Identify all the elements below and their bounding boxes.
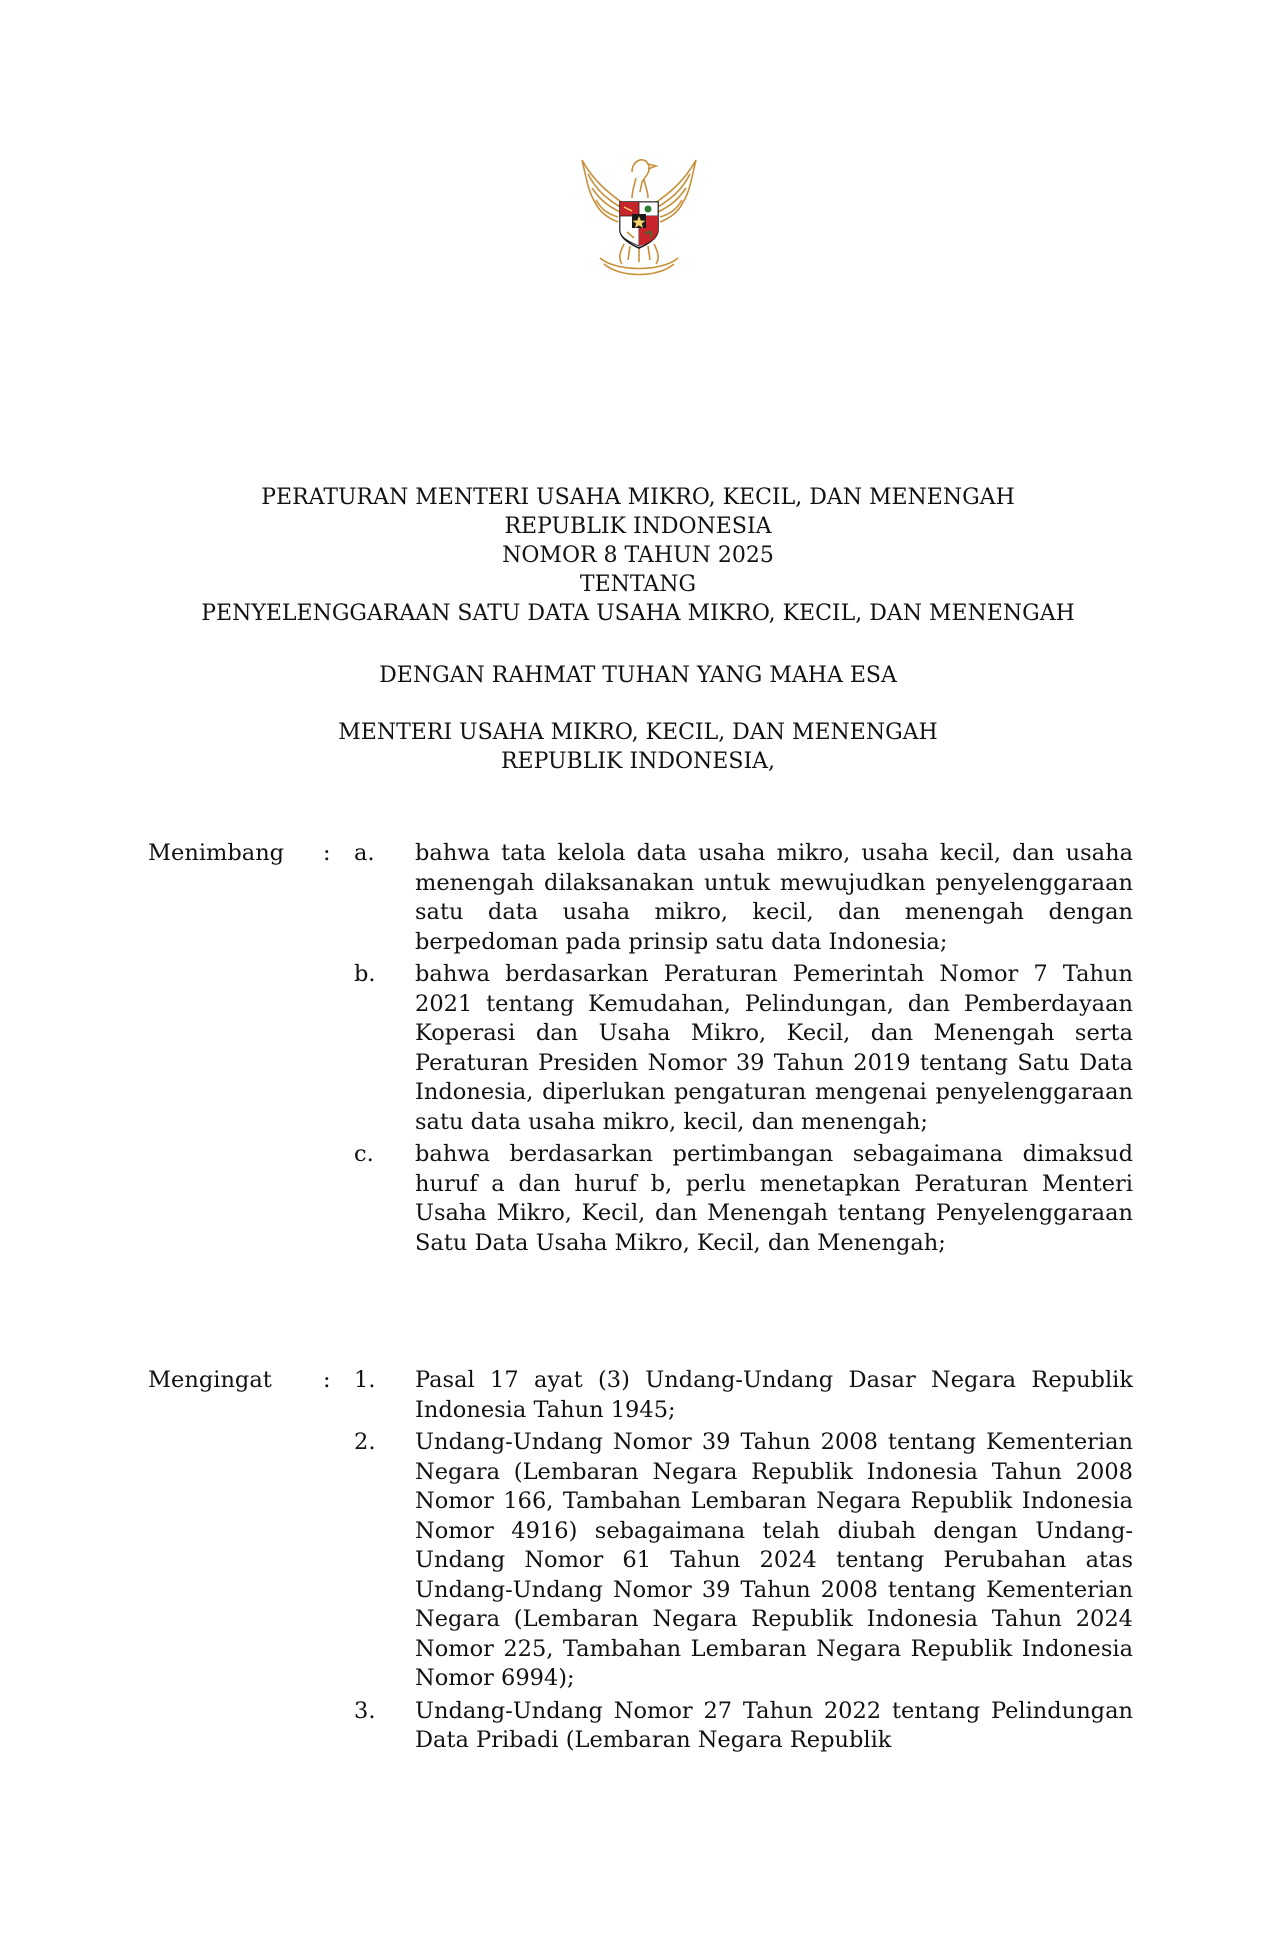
title-line-republic: REPUBLIK INDONESIA <box>504 514 772 539</box>
item-text: bahwa berdasarkan Peraturan Pemerintah Nomor 7 Tahun 2021 tentang Kemudahan, Pelindungan, dan Pemberdayaan Koperasi dan Usaha Mikro, Kecil, dan Menengah serta Peraturan Presiden Nomor 39 Tahun 2019 tentang Satu Data Indonesia, diperlukan pengaturan mengenai penyelenggaraan satu data usaha mikro, kecil, dan menengah; <box>415 961 1133 1135</box>
invocation-line <box>120 661 1156 690</box>
title-line-number: NOMOR 8 TAHUN 2025 <box>502 543 774 568</box>
list-item <box>148 960 1133 1137</box>
item-text: Undang-Undang Nomor 27 Tahun 2022 tentang Pelindungan Data Pribadi (Lembaran Negara Republik <box>415 1697 1133 1753</box>
item-marker: a. <box>354 840 375 866</box>
item-text: bahwa tata kelola data usaha mikro, usaha kecil, dan usaha menengah dilaksanakan untuk mewujudkan penyelenggaraan satu data usaha mikro, kecil, dan menengah dengan berpedoman pada prinsip satu data Indonesia; <box>415 840 1133 955</box>
item-text: Undang-Undang Nomor 39 Tahun 2008 tentang Kementerian Negara (Lembaran Negara Republik Indonesia Tahun 2008 Nomor 166, Tambahan Lembaran Negara Republik Indonesia Nomor 4916) sebagaimana telah diubah dengan Undang-Undang Nomor 61 Tahun 2024 tentang Perubahan atas Undang-Undang Nomor 39 Tahun 2008 tentang Kementerian Negara (Lembaran Negara Republik Indonesia Tahun 2024 Nomor 225, Tambahan Lembaran Negara Republik Indonesia Nomor 6994); <box>415 1429 1133 1691</box>
item-marker: b. <box>354 961 376 987</box>
section-mengingat <box>148 1366 1133 1759</box>
list-item <box>148 839 1133 957</box>
issuer-line-minister: MENTERI USAHA MIKRO, KECIL, DAN MENENGAH <box>338 720 938 745</box>
title-line-subject: PENYELENGGARAAN SATU DATA USAHA MIKRO, KECIL, DAN MENENGAH <box>201 601 1075 626</box>
item-marker: 2. <box>354 1429 376 1455</box>
item-marker: 1. <box>354 1367 376 1393</box>
section-label: Menimbang <box>148 840 285 866</box>
title-line-regulation: PERATURAN MENTERI USAHA MIKRO, KECIL, DAN MENENGAH <box>261 485 1015 510</box>
item-marker: 3. <box>354 1697 376 1724</box>
item-marker: c. <box>354 1141 374 1167</box>
list-item <box>148 1428 1133 1694</box>
list-item <box>148 1697 1133 1756</box>
section-colon: : <box>323 1367 331 1393</box>
section-label: Mengingat <box>148 1367 272 1393</box>
item-text: bahwa berdasarkan pertimbangan sebagaimana dimaksud huruf a dan huruf b, perlu menetapkan Peraturan Menteri Usaha Mikro, Kecil, dan Menengah tentang Penyelenggaraan Satu Data Usaha Mikro, Kecil, dan Menengah; <box>415 1141 1133 1256</box>
section-menimbang <box>148 839 1133 1261</box>
item-text: Pasal 17 ayat (3) Undang-Undang Dasar Negara Republik Indonesia Tahun 1945; <box>415 1367 1133 1423</box>
title-line-about: TENTANG <box>579 572 697 597</box>
invocation-text: DENGAN RAHMAT TUHAN YANG MAHA ESA <box>379 663 897 688</box>
issuer-block <box>120 718 1156 776</box>
section-colon: : <box>323 840 331 866</box>
issuer-line-republic: REPUBLIK INDONESIA, <box>500 749 776 774</box>
regulation-title-block <box>120 483 1156 628</box>
list-item <box>148 1366 1133 1425</box>
garuda-emblem-icon <box>572 142 706 282</box>
list-item <box>148 1140 1133 1258</box>
